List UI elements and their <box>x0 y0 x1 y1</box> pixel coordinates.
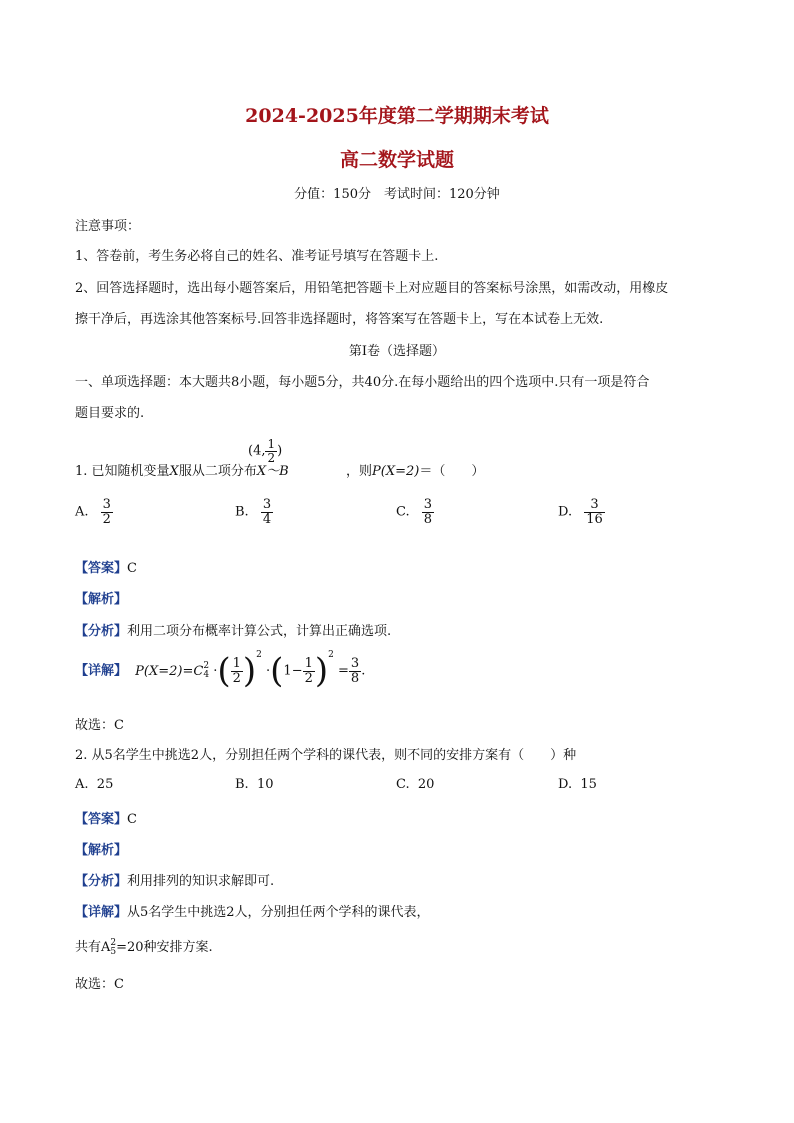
q1-param-num: 1 <box>267 437 276 451</box>
q1-frac1-num: 1 <box>232 655 241 671</box>
q1-param-open: (4, <box>248 443 266 459</box>
q2-count-b: =20种安排方案. <box>116 940 213 955</box>
q1-fenxi-text: 利用二项分布概率计算公式，计算出正确选项. <box>127 624 392 639</box>
q1-param-frac <box>265 438 277 464</box>
q1-option-b-frac <box>261 498 273 526</box>
q1-analysis-label: 【解析】 <box>75 592 128 607</box>
q1-option-c-den: 8 <box>423 511 433 527</box>
q2-fenxi-text: 利用排列的知识求解即可. <box>127 874 275 889</box>
q1-answer <box>75 557 137 576</box>
q1-answer-tag: 【答案】 <box>75 561 128 576</box>
q1-option-c-frac <box>422 498 434 526</box>
q2-detail-tag: 【详解】 <box>75 905 128 920</box>
exam-meta: 分值：150分 考试时间：120分钟 <box>294 187 500 202</box>
q2-count <box>75 936 213 957</box>
q2-stem: 2. 从5名学生中挑选2人，分别担任两个学科的课代表，则不同的安排方案有（ ）种 <box>75 748 577 763</box>
q2-option-b[interactable] <box>235 777 274 792</box>
section-desc-line-2: 题目要求的. <box>75 406 145 421</box>
q2-option-d-text: 15 <box>580 777 597 792</box>
q2-fenxi <box>75 870 274 889</box>
q2-count-sub: 5 <box>110 946 117 957</box>
q2-detail-text: 从5名学生中挑选2人，分别担任两个学科的课代表， <box>127 905 430 920</box>
q1-detail-tag: 【详解】 <box>75 663 128 679</box>
q2-option-d-label: D. <box>558 777 573 792</box>
q1-exp-1: 2 <box>256 650 262 661</box>
q1-one-minus: 1− <box>283 663 303 679</box>
q1-detail-c-scripts <box>203 662 209 680</box>
q1-detail <box>75 650 366 691</box>
q1-option-a-num: 3 <box>102 497 111 512</box>
q1-stem-b: 服从二项分布 <box>178 464 257 479</box>
q1-option-c-label: C. <box>396 504 410 520</box>
q1-fenxi <box>75 620 391 639</box>
q1-choose: 故选：C <box>75 718 124 733</box>
q2-option-c-text: 20 <box>417 777 435 792</box>
notice-item-2-line-2: 擦干净后，再选涂其他答案标号.回答非选择题时，将答案写在答题卡上，写在本试卷上无效. <box>75 312 604 327</box>
q1-option-a[interactable] <box>75 498 113 526</box>
section-title: 第Ⅰ卷（选择题） <box>348 344 446 359</box>
q2-count-a: 共有A <box>75 940 111 955</box>
q1-dist: X～B <box>256 464 289 479</box>
exam-subtitle: 高二数学试题 <box>339 149 454 171</box>
q2-option-b-label: B. <box>235 777 249 792</box>
notice-item-2-line-1: 2、回答选择题时，选出每小题答案后，用铅笔把答题卡上对应题目的答案标号涂黑，如需改动，用橡皮 <box>75 281 669 296</box>
q1-analysis-tag <box>75 588 127 607</box>
q1-option-d-num: 3 <box>584 498 605 513</box>
q1-option-a-label: A. <box>75 504 89 520</box>
q1-detail-dot-2: · <box>266 663 271 679</box>
q2-option-d[interactable] <box>558 777 597 792</box>
q2-answer-tag: 【答案】 <box>75 812 128 827</box>
q1-frac2-den: 2 <box>304 670 313 686</box>
q2-option-a-label: A. <box>75 777 89 792</box>
q1-paren-close-2: ) <box>314 651 329 691</box>
q1-param-close: ) <box>277 443 283 459</box>
q2-detail <box>75 901 430 920</box>
q1-result-frac <box>349 657 361 685</box>
q1-stem-c: ，则 <box>346 464 373 479</box>
q1-detail-dot-1: · <box>213 663 218 679</box>
q1-option-b-label: B. <box>235 504 249 520</box>
q1-stem-a: 1. 已知随机变量 <box>75 464 170 479</box>
q1-frac2-num: 1 <box>304 655 313 671</box>
q1-option-d[interactable] <box>558 498 605 526</box>
q1-option-d-den: 16 <box>586 511 603 527</box>
q2-option-a[interactable] <box>75 777 113 792</box>
q1-detail-expr: P(X=2)=C <box>135 663 204 679</box>
q1-paren-open-1: ( <box>217 651 231 691</box>
q1-var-x: X <box>169 464 179 479</box>
q1-stem-d: ＝（ ） <box>419 464 485 479</box>
q1-frac1-den: 2 <box>232 670 241 686</box>
q2-analysis-label: 【解析】 <box>75 843 128 858</box>
q2-fenxi-tag: 【分析】 <box>75 874 128 889</box>
q1-prob: P(X=2) <box>372 464 420 479</box>
q1-exp-2: 2 <box>328 650 334 661</box>
q1-stem-tail <box>346 460 484 479</box>
q1-answer-value: C <box>127 561 137 576</box>
q1-option-b-num: 3 <box>262 497 272 512</box>
q2-answer-value: C <box>127 812 137 827</box>
q1-fenxi-tag: 【分析】 <box>75 624 128 639</box>
q1-option-a-frac <box>101 498 113 526</box>
q1-option-b-den: 4 <box>262 511 272 527</box>
q1-option-d-frac <box>584 498 605 526</box>
q1-result-num: 3 <box>350 655 360 671</box>
q2-count-sup: 2 <box>110 937 117 948</box>
notice-item-1: 1、答卷前，考生务必将自己的姓名、准考证号填写在答题卡上. <box>75 249 439 264</box>
q1-dist-param <box>248 438 282 464</box>
q2-option-c[interactable] <box>396 777 434 792</box>
q1-paren-close-1: ) <box>242 651 257 691</box>
q1-equals: = <box>338 663 349 679</box>
q1-param-den: 2 <box>267 450 276 465</box>
q2-choose: 故选：C <box>75 977 124 992</box>
exam-title: 2024-2025年度第二学期期末考试 <box>245 105 549 127</box>
q1-end-dot: . <box>361 663 366 679</box>
q1-detail-frac-2 <box>303 657 315 685</box>
q1-option-b[interactable] <box>235 498 273 526</box>
q1-option-c-num: 3 <box>423 497 433 512</box>
notice-heading: 注意事项： <box>75 219 141 234</box>
q1-option-d-label: D. <box>558 504 573 520</box>
q2-option-c-label: C. <box>396 777 410 792</box>
q1-detail-frac-1 <box>231 657 243 685</box>
q1-result-den: 8 <box>350 670 360 686</box>
q1-option-c[interactable] <box>396 498 434 526</box>
q1-option-a-den: 2 <box>102 511 111 527</box>
section-desc-line-1: 一、单项选择题：本大题共8小题，每小题5分，共40分.在每小题给出的四个选项中.只有一项是符合 <box>75 375 650 390</box>
q1-detail-c-sub: 4 <box>203 670 210 680</box>
q1-paren-open-2: ( <box>270 651 284 691</box>
q2-analysis-tag <box>75 839 127 858</box>
q2-answer <box>75 808 137 827</box>
q2-option-a-text: 25 <box>96 777 114 792</box>
q2-option-b-text: 10 <box>256 777 274 792</box>
q1-detail-c-sup: 2 <box>203 661 210 671</box>
